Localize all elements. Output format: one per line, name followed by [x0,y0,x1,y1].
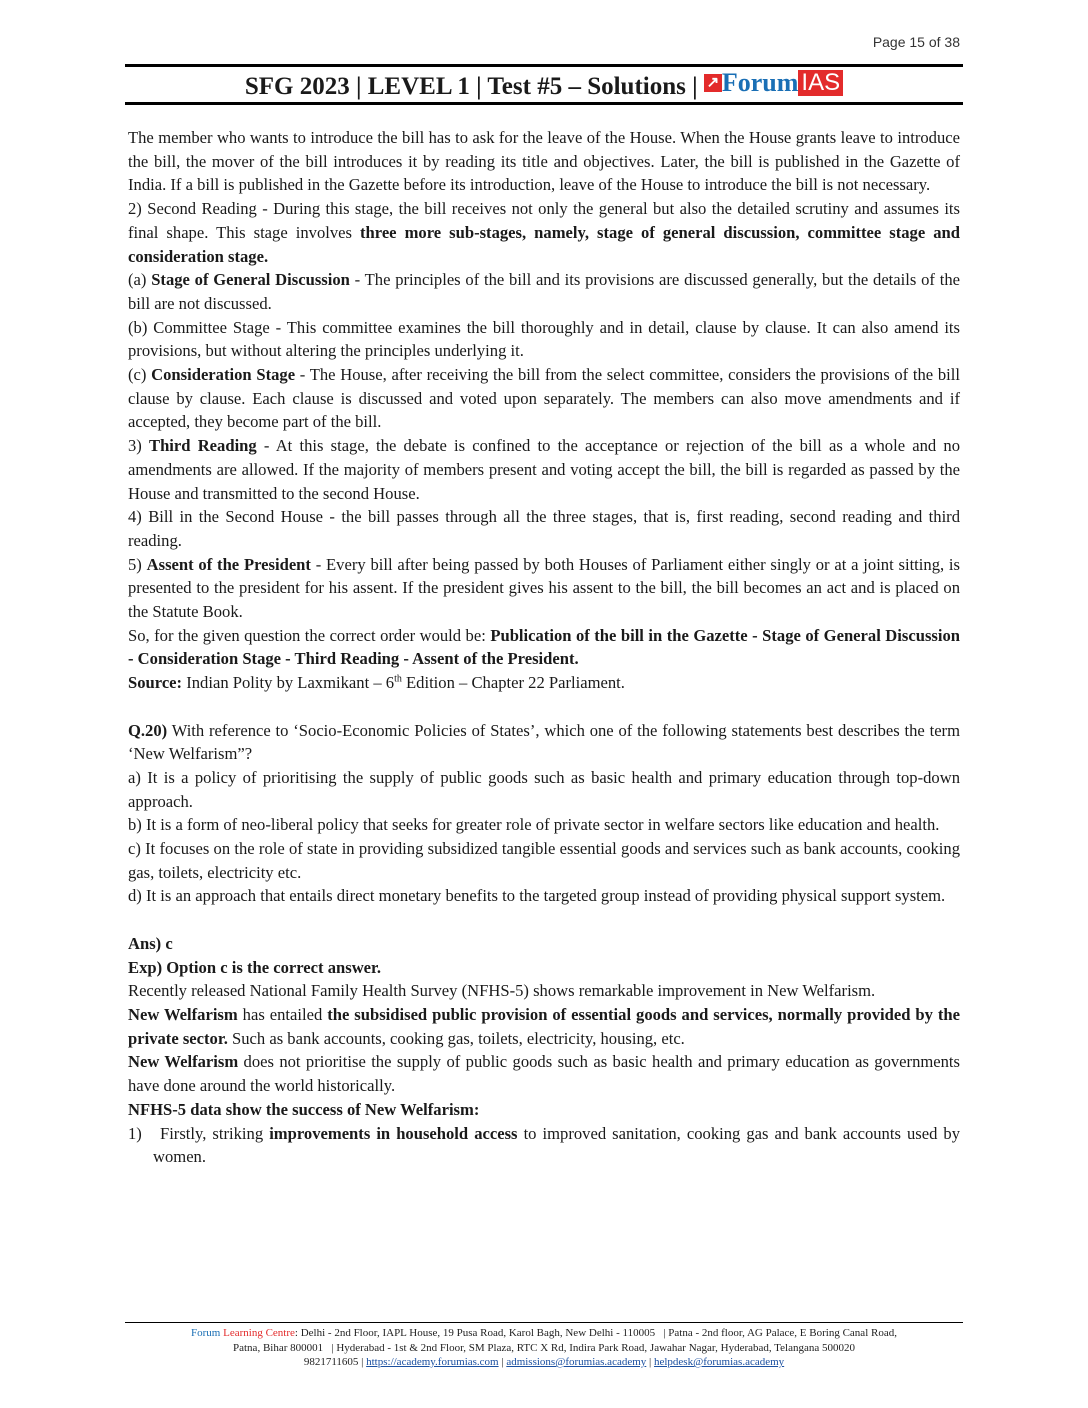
bold-text: three more sub-stages, namely, stage of general discussion, committee stage and consideration stage. [128,222,960,266]
text: th [394,673,402,685]
paragraph [128,671,960,695]
text: - Every bill after being passed by both Houses of Parliament either singly or at a joint sitting, is presented to the president for his assent. If the president gives his assent to the bill, the bill becomes an act and is placed on the Statute Book. [128,554,960,622]
document-body [128,126,960,1169]
header-rule-top [125,64,963,67]
paragraph [128,884,960,908]
paragraph [128,766,960,813]
paragraph [128,979,960,1003]
bold-text: Ans) c [128,933,173,953]
bold-text: Stage of General Discussion [151,270,350,290]
paragraph [128,1098,960,1122]
paragraph [128,553,960,624]
text: Indian Polity by Laxmikant – 6 [182,673,395,693]
bold-text: NFHS-5 data show the success of New Welfarism: [128,1099,480,1119]
footer-address-1: : Delhi - 2nd Floor, IAPL House, 19 Pusa Road, Karol Bagh, New Delhi - 110005 | Patna - 2nd floor, AG Palace, E Boring Canal Road, [294,1327,897,1339]
paragraph [128,268,960,315]
blank-line [128,908,960,932]
text: to improved sanitation, cooking gas and bank accounts used by women. [153,1123,961,1167]
footer-phone: 9821711605 [303,1356,359,1368]
page-number: Page 15 of 38 [872,34,960,50]
bold-text: improvements in household access [269,1123,518,1143]
paragraph [128,505,960,552]
text: So, for the given question the correct order would be: [128,625,491,645]
text: 5) [128,554,147,574]
blank-line [128,695,960,719]
text: 1) Firstly, striking [128,1123,270,1143]
logo-ias: IAS [798,70,843,96]
text: - The principles of the bill and its provisions are discussed generally, but the details of the bill are not discussed. [128,270,960,313]
separator: | [498,1356,507,1368]
separator: | [358,1356,367,1368]
text: With reference to ‘Socio-Economic Policies of States’, which one of the following statements best describes the term ‘New Welfarism”? [128,720,960,764]
text: does not prioritise the supply of public goods such as basic health and primary education as governments have done around the world historically. [128,1052,960,1096]
bold-text: New Welfarism [128,1004,238,1024]
bold-text: Third Reading [149,436,257,456]
text: - The House, after receiving the bill from the select committee, considers the provisions of the bill clause by clause. Each clause is discussed and voted upon separately. The members can also move amendments and if accepted, they become part of the bill. [128,365,961,432]
paragraph [128,363,960,434]
footer-rule [125,1322,963,1323]
text: 3) [128,436,150,456]
text: has entailed [237,1004,328,1024]
footer-brand-lc: Learning Centre [223,1327,295,1339]
admissions-email-link[interactable]: admissions@forumias.academy [506,1356,647,1368]
logo-forum: Forum [721,68,799,97]
text: (a) [128,270,152,290]
text: d) It is an approach that entails direct monetary benefits to the targeted group instead of providing physical support system. [128,886,946,906]
text: 4) Bill in the Second House - the bill passes through all the three stages, that is, first reading, second reading and third reading. [128,507,960,550]
footer-address-2: Patna, Bihar 800001 | Hyderabad - 1st & 2nd Floor, SM Plaza, RTC X Rd, Indira Park Road, Jawahar Nagar, Hyderabad, Telangana 500020 [233,1341,855,1354]
arrow-icon: ↗ [704,74,722,92]
text: c) It focuses on the role of state in providing subsidized tangible essential goods and services such as bank accounts, cooking gas, toilets, electricity etc. [128,839,960,882]
text: Edition – Chapter 22 Parliament. [401,673,625,693]
text: Recently released National Family Health Survey (NFHS-5) shows remarkable improvement in New Welfarism. [128,981,876,1001]
separator: | [646,1356,654,1368]
paragraph [128,813,960,837]
paragraph [128,719,960,766]
page-header [125,68,963,104]
header-rule-bottom [125,102,963,105]
text: b) It is a form of neo-liberal policy that seeks for greater role of private sector in welfare sectors like education and health. [128,815,940,835]
bold-text: Consideration Stage [151,365,296,385]
paragraph [128,1122,960,1169]
text: 2) Second Reading - During this stage, the bill receives not only the general but also the detailed scrutiny and assumes its final shape. This stage involves [128,199,960,242]
paragraph [128,624,960,671]
paragraph [128,126,960,197]
paragraph [128,316,960,363]
text: - At this stage, the debate is confined to the acceptance or rejection of the bill as a whole and no amendments are allowed. If the majority of members present and voting accept the bill, the bill is regarded as passed by the House and transmitted to the second House. [128,436,960,503]
bold-text: Exp) Option c is the correct answer. [128,957,382,977]
website-link[interactable]: https://academy.forumias.com [366,1356,499,1368]
bold-text: Source: [128,673,183,693]
page-footer [125,1326,963,1370]
text: a) It is a policy of prioritising the supply of public goods such as basic health and primary education through top-down approach. [128,767,960,811]
paragraph [128,837,960,884]
helpdesk-email-link[interactable]: helpdesk@forumias.academy [653,1356,785,1368]
bold-text: the subsidised public provision of essential goods and services, normally provided by the private sector. [128,1004,960,1048]
bold-text: Q.20) [128,720,168,740]
paragraph [128,932,960,956]
bold-text: Assent of the President [146,554,311,574]
paragraph [128,956,960,980]
bold-text: New Welfarism [128,1052,239,1072]
text: (c) [128,365,152,385]
paragraph [128,1050,960,1097]
text: (b) Committee Stage - This committee examines the bill thoroughly and in detail, clause by clause. It can also amend its provisions, but without altering the principles underlying it. [128,317,960,361]
paragraph [128,434,960,505]
footer-brand-forum: Forum [191,1327,221,1339]
paragraph [128,197,960,268]
text: Such as bank accounts, cooking gas, toilets, electricity, housing, etc. [227,1028,685,1048]
header-title: SFG 2023 | LEVEL 1 | Test #5 – Solutions | [244,73,698,100]
text: The member who wants to introduce the bill has to ask for the leave of the House. When the House grants leave to introduce the bill, the mover of the bill introduces it by reading its title and objectives. Later, the bill is published in the Gazette of India. If a bill is published in the Gazette before its introduction, leave of the House to introduce the bill is not necessary. [128,128,960,195]
bold-text: Publication of the bill in the Gazette - Stage of General Discussion - Consideration Stage - Third Reading - Assent of the President. [128,625,960,669]
paragraph [128,1003,960,1050]
